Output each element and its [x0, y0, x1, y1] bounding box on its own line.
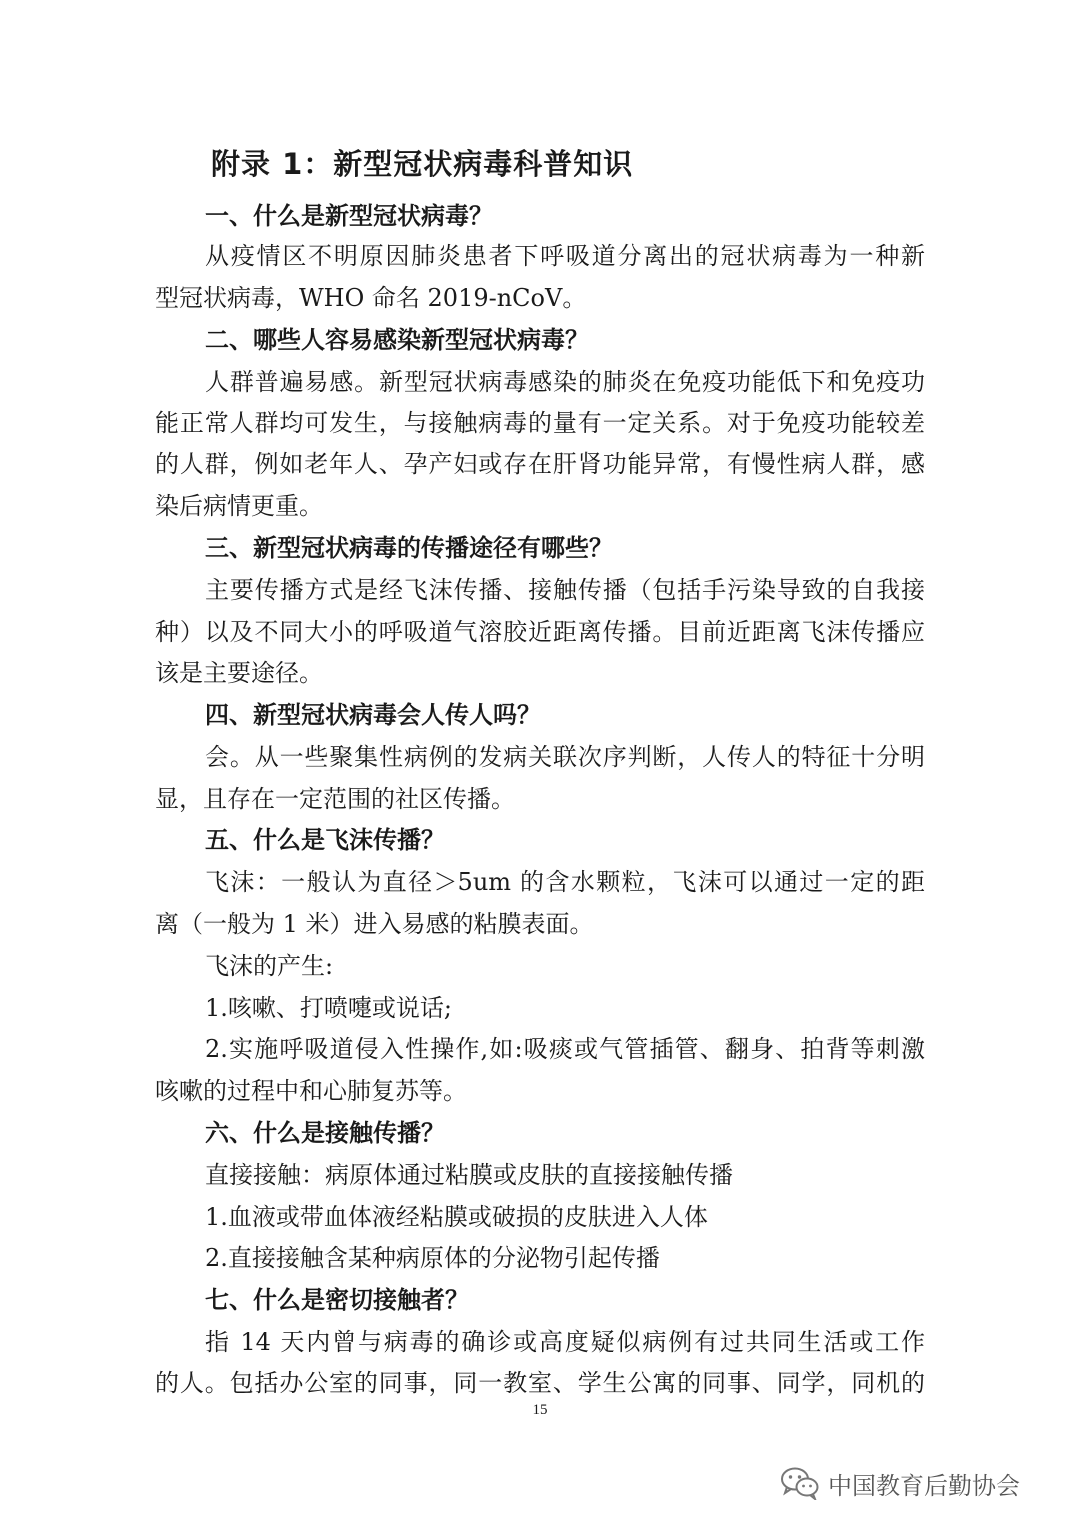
paragraph-line: 的人。包括办公室的同事，同一教室、学生公寓的同事、同学，同机的	[155, 1369, 925, 1397]
section-heading: 三、新型冠状病毒的传播途径有哪些？	[205, 534, 613, 562]
section-heading: 一、什么是新型冠状病毒？	[205, 202, 493, 230]
paragraph-line: 飞沫：一般认为直径＞5um 的含水颗粒，飞沫可以通过一定的距	[205, 868, 925, 896]
paragraph-line: 该是主要途径。	[155, 659, 323, 687]
paragraph-line: 人群普遍易感。新型冠状病毒感染的肺炎在免疫功能低下和免疫功	[205, 368, 925, 396]
list-item: 1.咳嗽、打喷嚏或说话;	[205, 994, 452, 1022]
list-item: 2.直接接触含某种病原体的分泌物引起传播	[205, 1244, 660, 1272]
wechat-icon	[780, 1466, 820, 1500]
section-heading: 六、什么是接触传播？	[205, 1119, 445, 1147]
paragraph-line: 飞沫的产生:	[205, 952, 334, 980]
paragraph-line: 离（一般为 1 米）进入易感的粘膜表面。	[155, 910, 594, 938]
section-heading: 四、新型冠状病毒会人传人吗？	[205, 701, 541, 729]
paragraph-line: 会。从一些聚集性病例的发病关联次序判断，人传人的特征十分明	[205, 743, 925, 771]
paragraph-line: 种）以及不同大小的呼吸道气溶胶近距离传播。目前近距离飞沫传播应	[155, 618, 925, 646]
paragraph-line: 染后病情更重。	[155, 492, 323, 520]
paragraph-line: 的人群，例如老年人、孕产妇或存在肝肾功能异常，有慢性病人群，感	[155, 450, 925, 478]
page-number: 15	[532, 1402, 548, 1418]
watermark-text: 中国教育后勤协会	[828, 1471, 1020, 1500]
list-item: 2.实施呼吸道侵入性操作,如:吸痰或气管插管、翻身、拍背等刺激	[205, 1035, 925, 1063]
paragraph-line: 从疫情区不明原因肺炎患者下呼吸道分离出的冠状病毒为一种新	[205, 242, 925, 270]
section-heading: 五、什么是飞沫传播？	[205, 826, 445, 854]
paragraph-line: 直接接触：病原体通过粘膜或皮肤的直接接触传播	[205, 1161, 733, 1189]
watermark	[780, 1466, 1020, 1500]
paragraph-line: 咳嗽的过程中和心肺复苏等。	[155, 1077, 467, 1105]
paragraph-line: 能正常人群均可发生，与接触病毒的量有一定关系。对于免疫功能较差	[155, 409, 925, 437]
paragraph-line: 显，且存在一定范围的社区传播。	[155, 785, 515, 813]
section-heading: 二、哪些人容易感染新型冠状病毒？	[205, 326, 589, 354]
paragraph-line: 主要传播方式是经飞沫传播、接触传播（包括手污染导致的自我接	[205, 576, 925, 604]
paragraph-line: 型冠状病毒，WHO 命名 2019-nCoV。	[155, 284, 587, 312]
paragraph-line: 指 14 天内曾与病毒的确诊或高度疑似病例有过共同生活或工作	[205, 1328, 925, 1356]
section-heading: 七、什么是密切接触者？	[205, 1286, 469, 1314]
list-item: 1.血液或带血体液经粘膜或破损的皮肤进入人体	[205, 1203, 708, 1231]
page-title: 附录 1：新型冠状病毒科普知识	[211, 147, 634, 181]
